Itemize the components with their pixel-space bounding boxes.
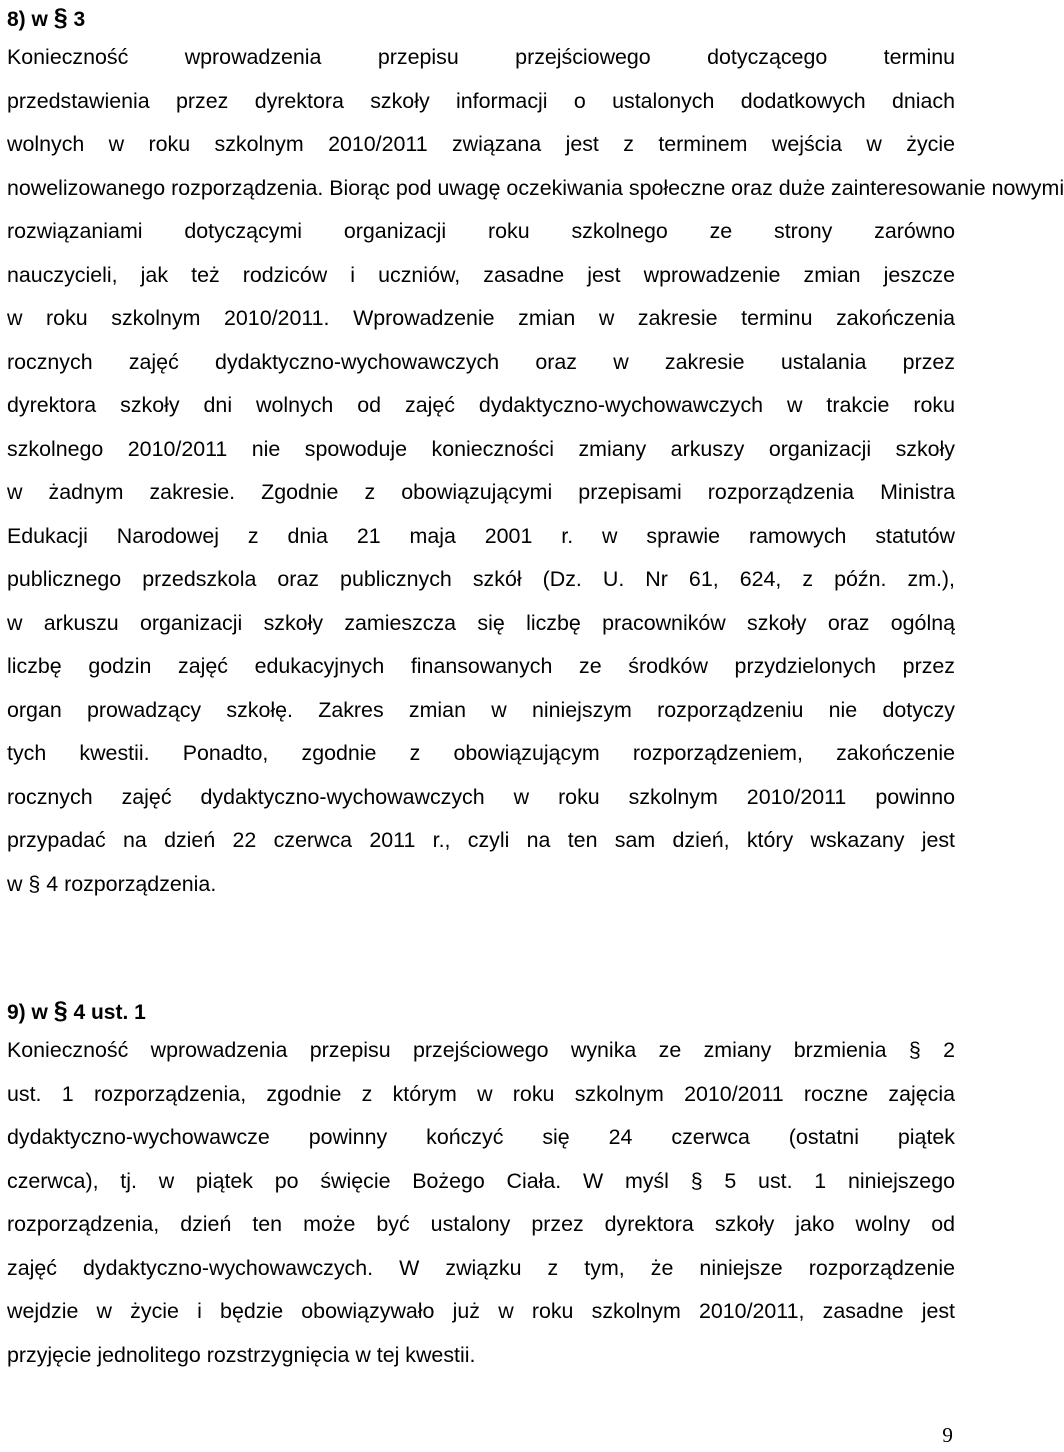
text-line: nowelizowanego rozporządzenia. Biorąc pod uwagę oczekiwania społeczne oraz duże zainteresowanie nowymi: [7, 175, 1064, 200]
heading-prefix: 9) w: [7, 1001, 48, 1024]
text-line: zajęć dydaktyczno-wychowawczych. W związku z tym, że niniejsze rozporządzenie: [7, 1255, 955, 1280]
text-line: rozwiązaniami dotyczącymi organizacji roku szkolnego ze strony zarówno: [7, 219, 955, 243]
heading-prefix: 8) w: [7, 8, 48, 31]
text-line: rozporządzenia, dzień ten może być ustalony przez dyrektora szkoły jako wolny od: [7, 1212, 955, 1236]
text-line: w § 4 rozporządzenia.: [7, 871, 217, 896]
paragraph-sign: §: [53, 997, 68, 1025]
text-line: w arkuszu organizacji szkoły zamieszcza się liczbę pracowników szkoły oraz ogólną: [7, 610, 955, 635]
text-line: przedstawienia przez dyrektora szkoły informacji o ustalonych dodatkowych dniach: [7, 88, 955, 113]
text-line: Konieczność wprowadzenia przepisu przejściowego dotyczącego terminu: [7, 45, 955, 69]
text-line: rocznych zajęć dydaktyczno-wychowawczych oraz w zakresie ustalania przez: [7, 349, 955, 374]
text-line: przypadać na dzień 22 czerwca 2011 r., czyli na ten sam dzień, który wskazany jest: [7, 828, 955, 852]
heading-suffix: 4 ust. 1: [73, 1001, 146, 1024]
text-line: tych kwestii. Ponadto, zgodnie z obowiązującym rozporządzeniem, zakończenie: [7, 741, 955, 765]
text-line: Edukacji Narodowej z dnia 21 maja 2001 r. w sprawie ramowych statutów: [7, 523, 955, 548]
text-line: wejdzie w życie i będzie obowiązywało już w roku szkolnym 2010/2011, zasadne jest: [7, 1299, 955, 1323]
page-number: 9: [942, 1423, 953, 1447]
paragraph: [7, 36, 1064, 906]
section-heading: [7, 993, 955, 1029]
text-line: w roku szkolnym 2010/2011. Wprowadzenie zmian w zakresie terminu zakończenia: [7, 306, 955, 330]
text-line: dyrektora szkoły dni wolnych od zajęć dydaktyczno-wychowawczych w trakcie roku: [7, 393, 955, 417]
text-line: organ prowadzący szkołę. Zakres zmian w niniejszym rozporządzeniu nie dotyczy: [7, 697, 955, 722]
text-line: przyjęcie jednolitego rozstrzygnięcia w tej kwestii.: [7, 1342, 476, 1367]
text-line: liczbę godzin zajęć edukacyjnych finansowanych ze środków przydzielonych przez: [7, 654, 955, 678]
heading-suffix: 3: [73, 8, 86, 31]
text-line: czerwca), tj. w piątek po święcie Bożego Ciała. W myśl § 5 ust. 1 niniejszego: [7, 1168, 955, 1193]
text-line: szkolnego 2010/2011 nie spowoduje konieczności zmiany arkuszy organizacji szkoły: [7, 436, 955, 461]
text-line: ust. 1 rozporządzenia, zgodnie z którym w roku szkolnym 2010/2011 roczne zajęcia: [7, 1081, 955, 1106]
text-line: Konieczność wprowadzenia przepisu przejściowego wynika ze zmiany brzmienia § 2: [7, 1038, 955, 1062]
text-line: wolnych w roku szkolnym 2010/2011 związana jest z terminem wejścia w życie: [7, 132, 955, 156]
paragraph: [7, 1029, 955, 1377]
section-9: [7, 993, 955, 1377]
text-line: rocznych zajęć dydaktyczno-wychowawczych w roku szkolnym 2010/2011 powinno: [7, 784, 955, 809]
text-line: nauczycieli, jak też rodziców i uczniów, zasadne jest wprowadzenie zmian jeszcze: [7, 262, 955, 287]
text-line: dydaktyczno-wychowawcze powinny kończyć się 24 czerwca (ostatni piątek: [7, 1125, 955, 1149]
text-line: w żadnym zakresie. Zgodnie z obowiązującymi przepisami rozporządzenia Ministra: [7, 480, 955, 504]
paragraph-sign: §: [53, 4, 68, 32]
text-line: publicznego przedszkola oraz publicznych szkół (Dz. U. Nr 61, 624, z późn. zm.),: [7, 567, 955, 591]
section-heading: [7, 0, 955, 36]
section-8: [7, 0, 1064, 906]
